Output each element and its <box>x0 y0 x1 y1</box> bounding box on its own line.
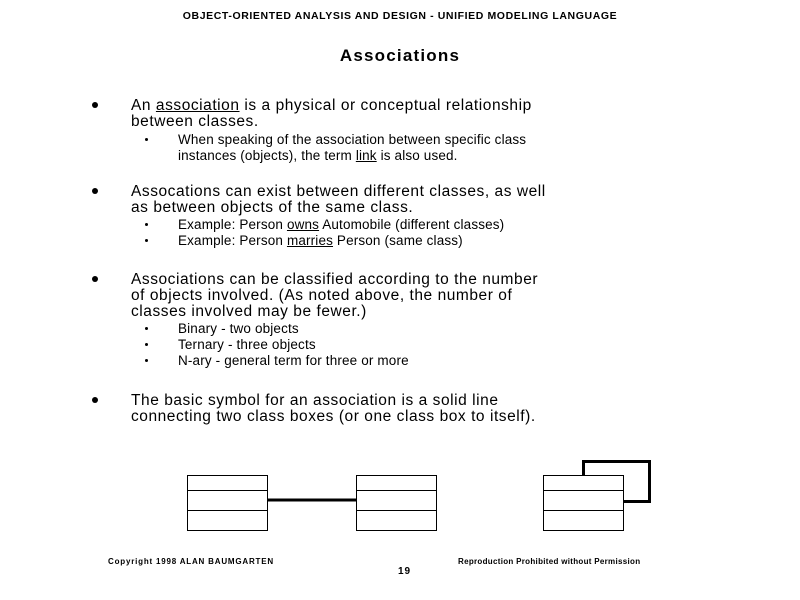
text: N-ary - general term for three or more <box>178 353 409 368</box>
text: Person (same class) <box>333 233 463 248</box>
slide-title: Associations <box>339 46 461 65</box>
text: connecting two class boxes (or one class box to itself). <box>131 408 536 425</box>
reproduction-notice: Reproduction Prohibited without Permission <box>458 557 641 566</box>
term-link: link <box>355 148 377 163</box>
page-number: 19 <box>398 566 412 577</box>
text: Example: Person <box>178 217 287 232</box>
term-association: association <box>155 97 240 114</box>
course-header: OBJECT-ORIENTED ANALYSIS AND DESIGN - UNIFIED MODELING LANGUAGE <box>182 10 618 22</box>
text: The basic symbol for an association is a solid line <box>131 392 499 409</box>
text: as between objects of the same class. <box>131 199 414 216</box>
text: is a physical or conceptual relationship <box>239 97 532 114</box>
text: Example: Person <box>178 233 287 248</box>
text: An <box>131 97 156 114</box>
text: instances (objects), the term <box>178 148 356 163</box>
text: Automobile (different classes) <box>319 217 505 232</box>
text: Assocations can exist between different classes, as well <box>131 183 546 200</box>
text: When speaking of the association between specific class <box>178 132 527 147</box>
text: between classes. <box>131 113 259 130</box>
text: is also used. <box>376 148 458 163</box>
copyright-notice: Copyright 1998 ALAN BAUMGARTEN <box>108 557 274 566</box>
text: classes involved may be fewer.) <box>131 303 367 320</box>
term-owns: owns <box>286 217 320 232</box>
class-box-a <box>188 476 268 531</box>
class-box-b <box>357 476 437 531</box>
text: Binary - two objects <box>178 321 299 336</box>
text: of objects involved. (As noted above, the number of <box>131 287 513 304</box>
class-box-self <box>544 476 624 531</box>
text: Ternary - three objects <box>178 337 316 352</box>
text: Associations can be classified according to the number <box>131 271 539 288</box>
term-marries: marries <box>286 233 334 248</box>
